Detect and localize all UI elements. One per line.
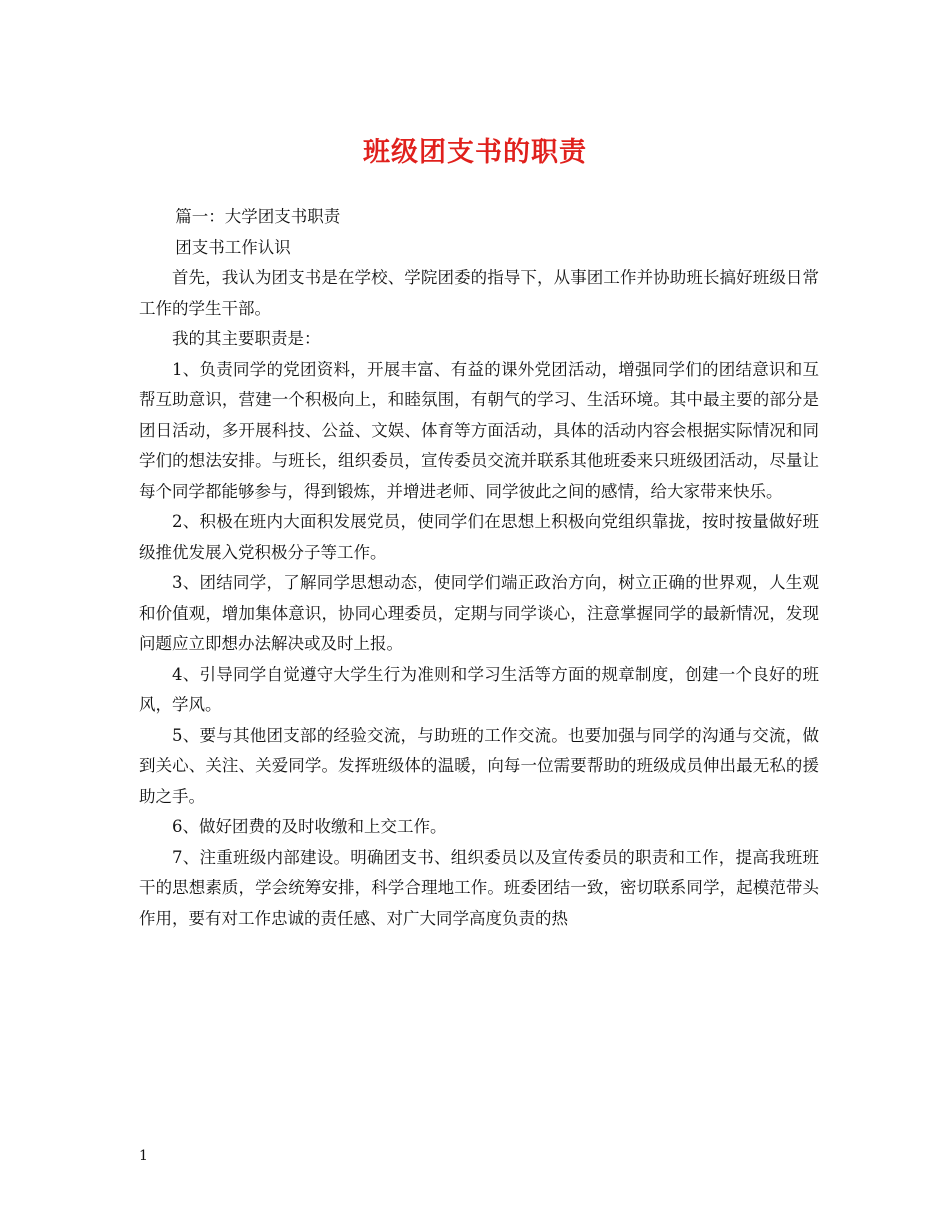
paragraph-duty-6: 6、做好团费的及时收缴和上交工作。 (172, 817, 447, 836)
paragraph-duty-5: 5、要与其他团支部的经验交流，与助班的工作交流。也要加强与同学的沟通与交流，做到关心、关注、关爱同学。发挥班级体的温暖，向每一位需要帮助的班级成员伸出最无私的援助之手。 (139, 725, 819, 806)
paragraph-intro: 首先，我认为团支书是在学校、学院团委的指导下，从事团工作并协助班长搞好班级日常工作的学生干部。 (139, 268, 819, 318)
paragraph-duty-1: 1、负责同学的党团资料，开展丰富、有益的课外党团活动，增强同学们的团结意识和互帮互助意识，营建一个积极向上，和睦氛围，有朝气的学习、生活环境。其中最主要的部分是团日活动，多开展科技、公益、文娱、体育等方面活动，具体的活动内容会根据实际情况和同学们的想法安排。与班长，组织委员，宣传委员交流并联系其他班委来只班级团活动，尽量让每个同学都能够参与，得到锻炼，并增进老师、同学彼此之间的感情，给大家带来快乐。 (139, 359, 819, 501)
paragraph-duty-7: 7、注重班级内部建设。明确团支书、组织委员以及宣传委员的职责和工作，提高我班班干的思想素质，学会统筹安排，科学合理地工作。班委团结一致，密切联系同学，起模范带头作用，要有对工作忠诚的责任感、对广大同学高度负责的热 (139, 847, 819, 928)
paragraph-duty-3: 3、团结同学，了解同学思想动态，使同学们端正政治方向，树立正确的世界观，人生观和价值观，增加集体意识，协同心理委员，定期与同学谈心，注意掌握同学的最新情况，发现问题应立即想办法解决或及时上报。 (139, 573, 819, 653)
paragraph-duty-2: 2、积极在班内大面积发展党员，使同学们在思想上积极向党组织靠拢，按时按量做好班级推优发展入党积极分子等工作。 (139, 512, 819, 562)
document-title: 班级团支书的职责 (363, 137, 587, 168)
paragraph-duties-lead: 我的其主要职责是： (172, 329, 321, 348)
subheading: 团支书工作认识 (175, 237, 291, 257)
page-number: 1 (139, 1148, 148, 1164)
paragraph-duty-4: 4、引导同学自觉遵守大学生行为准则和学习生活等方面的规章制度，创建一个良好的班风，学风。 (139, 664, 819, 714)
section-heading: 篇一：大学团支书职责 (175, 207, 341, 226)
document-body (139, 202, 819, 934)
